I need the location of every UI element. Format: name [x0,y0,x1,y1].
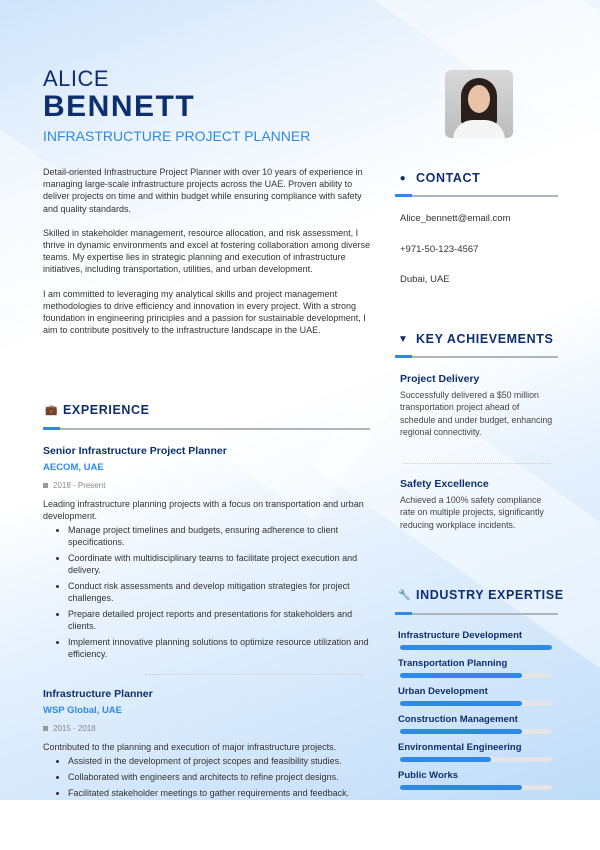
job-title: INFRASTRUCTURE PROJECT PLANNER [43,128,311,144]
job-bullet: • Conduct risk assessments and develop mitigation strategies for project challenges. [68,580,373,604]
skill-name: Infrastructure Development [398,630,523,641]
job-entry [43,688,373,803]
achievement-item [400,373,555,439]
skill-bar [400,645,552,650]
section-title: INDUSTRY EXPERTISE [416,588,564,602]
first-name: ALICE [43,66,110,91]
achievement-title: Safety Excellence [400,478,489,490]
summary [43,166,373,348]
summary-paragraph: Skilled in stakeholder management, resource allocation, and risk assessment, I thrive in dynamic environments and excel at fostering collaboration among diverse teams. My expertise lies in strategic planning and execution of infrastructure initiatives, including transportation, utilities, and urban development. [43,227,371,275]
job-company: AECOM, UAE [43,462,104,473]
profile-photo [445,70,513,138]
job-bullet: • Prepare detailed project reports and presentations for stakeholders and clients. [68,608,373,632]
job-bullet: • Coordinate with multidisciplinary teams to facilitate project execution and delivery. [68,552,373,576]
job-dates: 2015 - 2018 [43,723,373,735]
achievement-item [400,478,555,531]
last-name: BENNETT [43,90,196,123]
achievement-title: Project Delivery [400,373,480,385]
skill-item [398,770,553,790]
skill-item [398,630,553,650]
skill-name: Public Works [398,770,459,781]
section-title: EXPERIENCE [63,403,150,417]
contact-heading [398,171,480,185]
section-divider [395,195,558,197]
job-description: Contributed to the planning and execution of major infrastructure projects. [43,742,337,752]
skill-name: Urban Development [398,686,488,697]
job-bullet: • Collaborated with engineers and architects to refine project designs. [68,771,373,783]
job-title: Infrastructure Planner [43,688,153,700]
wrench-icon: 🔧 [398,589,412,601]
skill-bar [400,729,552,734]
calendar-icon [43,483,48,488]
achievements-heading [398,332,553,346]
contact-location: Dubai, UAE [400,274,450,285]
section-divider [43,428,370,430]
job-title: Senior Infrastructure Project Planner [43,445,227,457]
job-separator [145,674,365,675]
skill-name: Environmental Engineering [398,742,522,753]
job-bullet: • Assisted in the development of project scopes and feasibility studies. [68,755,373,767]
summary-paragraph: I am committed to leveraging my analytical skills and project management methodologies to drive efficiency and innovation in every project. With a strong foundation in engineering principles and a passion for sustainable development, I aim to contribute positively to the infrastructure landscape in the UAE. [43,288,366,336]
skill-bar-fill [400,701,522,706]
briefcase-icon: 💼 [45,404,59,416]
section-title: KEY ACHIEVEMENTS [416,332,554,346]
job-dates: 2018 - Present [43,480,373,492]
skill-item [398,742,553,762]
contact-phone[interactable]: +971-50-123-4567 [400,244,479,255]
skill-bar-fill [400,645,552,650]
skill-item [398,686,553,706]
job-bullet: • Manage project timelines and budgets, ensuring adherence to client specifications. [68,524,373,548]
job-company: WSP Global, UAE [43,705,123,716]
section-divider [395,356,558,358]
skill-item [398,658,553,678]
skill-bar [400,701,552,706]
job-bullet: • Facilitated stakeholder meetings to gather requirements and feedback. [68,787,373,799]
skill-bar-fill [400,673,522,678]
skill-bar-fill [400,785,522,790]
skill-item [398,714,553,734]
section-title: CONTACT [416,171,481,185]
contact-email[interactable]: Alice_bennett@email.com [400,213,511,224]
summary-paragraph: Detail-oriented Infrastructure Project Planner with over 10 years of experience in managing large-scale infrastructure projects across the UAE. Proven ability to deliver projects on time and within budget while ensuring compliance with safety and quality standards. [43,167,363,214]
achievement-text: Achieved a 100% safety compliance rate on multiple projects, significantly reducing workplace incidents. [400,494,544,530]
skill-bar [400,785,552,790]
job-entry [43,445,373,664]
experience-heading [45,403,150,417]
achievement-text: Successfully delivered a $50 million transportation project ahead of schedule and under budget, enhancing regional connectivity. [400,389,553,437]
section-divider [395,613,558,615]
skill-name: Construction Management [398,714,518,725]
skill-bar [400,757,552,762]
skill-bar-fill [400,757,491,762]
user-icon: ● [399,172,407,184]
achievement-separator [403,463,550,464]
job-bullet: • Implement innovative planning solutions to optimize resource utilization and efficiency. [68,636,373,660]
skill-bar-fill [400,729,522,734]
trophy-icon: ▼ [398,333,409,345]
skill-name: Transportation Planning [398,658,508,669]
job-description: Leading infrastructure planning projects with a focus on transportation and urban development. [43,499,364,521]
calendar-icon [43,726,48,731]
skill-bar [400,673,552,678]
expertise-heading [398,588,564,602]
